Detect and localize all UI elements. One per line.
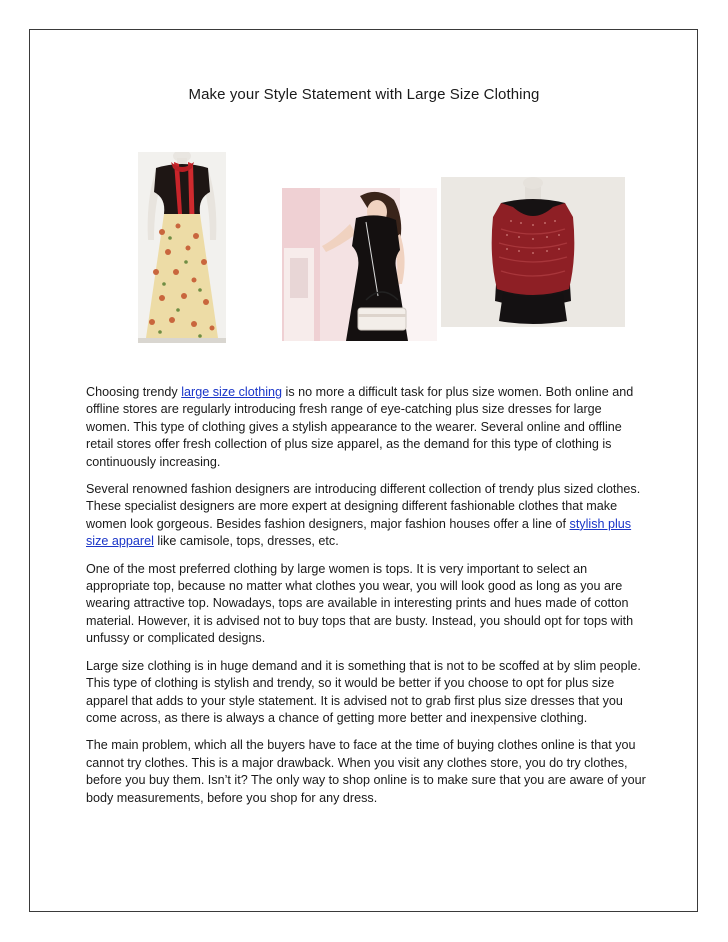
paragraph-2 — [86, 481, 646, 551]
paragraph-4: Large size clothing is in huge demand and it is something that is not to be scoffed at by slim people. This type of clothing is stylish and trendy, so it would be better if you choose to opt for plus size apparel that adds to your style statement. It is advised not to grab first plus size dresses that you come across, as there is always a chance of getting more better and inexpensive clothing. — [86, 658, 641, 725]
paragraph-2-text-end: like camisole, tops, dresses, etc. — [153, 534, 339, 549]
mannequin-red-top-photo — [441, 177, 625, 327]
paragraph-1-text-end: is no more a difficult task for plus size women. Both online and offline stores are regularly introducing fresh range of eye-catching plus size dresses for large women. This type of clothing gives a stylish appearance to the wearer. Several online and offline retail stores offer fresh collection of plus size apparel, as the demand for this type of clothing is continuously increasing. — [86, 385, 634, 469]
paragraph-1 — [86, 384, 646, 471]
paragraph-5: The main problem, which all the buyers have to face at the time of buying clothes online is that you cannot try clothes. This is a major drawback. When you visit any clothes store, you do try clothes, before you buy them. Isn’t it? The only way to shop online is to make sure that you are aware of your body measurements, before you shop for any dress. — [86, 738, 646, 805]
stylish-plus-size-apparel-link[interactable]: stylish plus size apparel — [86, 516, 632, 549]
paragraph-2-text-start: Several renowned fashion designers are introducing different collection of trendy plus sized clothes. These specialist designers are more expert at designing different fashionable clothes that make women look gorgeous. Besides fashion designers, major fashion houses offer a line of — [86, 482, 641, 531]
article-body — [86, 384, 646, 817]
mannequin-floral-skirt-photo — [138, 152, 226, 343]
large-size-clothing-link[interactable]: large size clothing — [181, 385, 283, 399]
paragraph-3: One of the most preferred clothing by large women is tops. It is very important to select an appropriate top, because no matter what clothes you wear, you will look good as long as you are wearing attractive top. Nowadays, tops are available in interesting prints and hues made of cotton material. However, it is advised not to buy tops that are busty. Instead, you should opt for tops with unfussy or complicated designs. — [86, 561, 634, 646]
woman-black-dress-photo — [282, 188, 437, 341]
paragraph-1-text-start: Choosing trendy — [86, 385, 182, 399]
page-title: Make your Style Statement with Large Size Clothing — [188, 86, 540, 103]
